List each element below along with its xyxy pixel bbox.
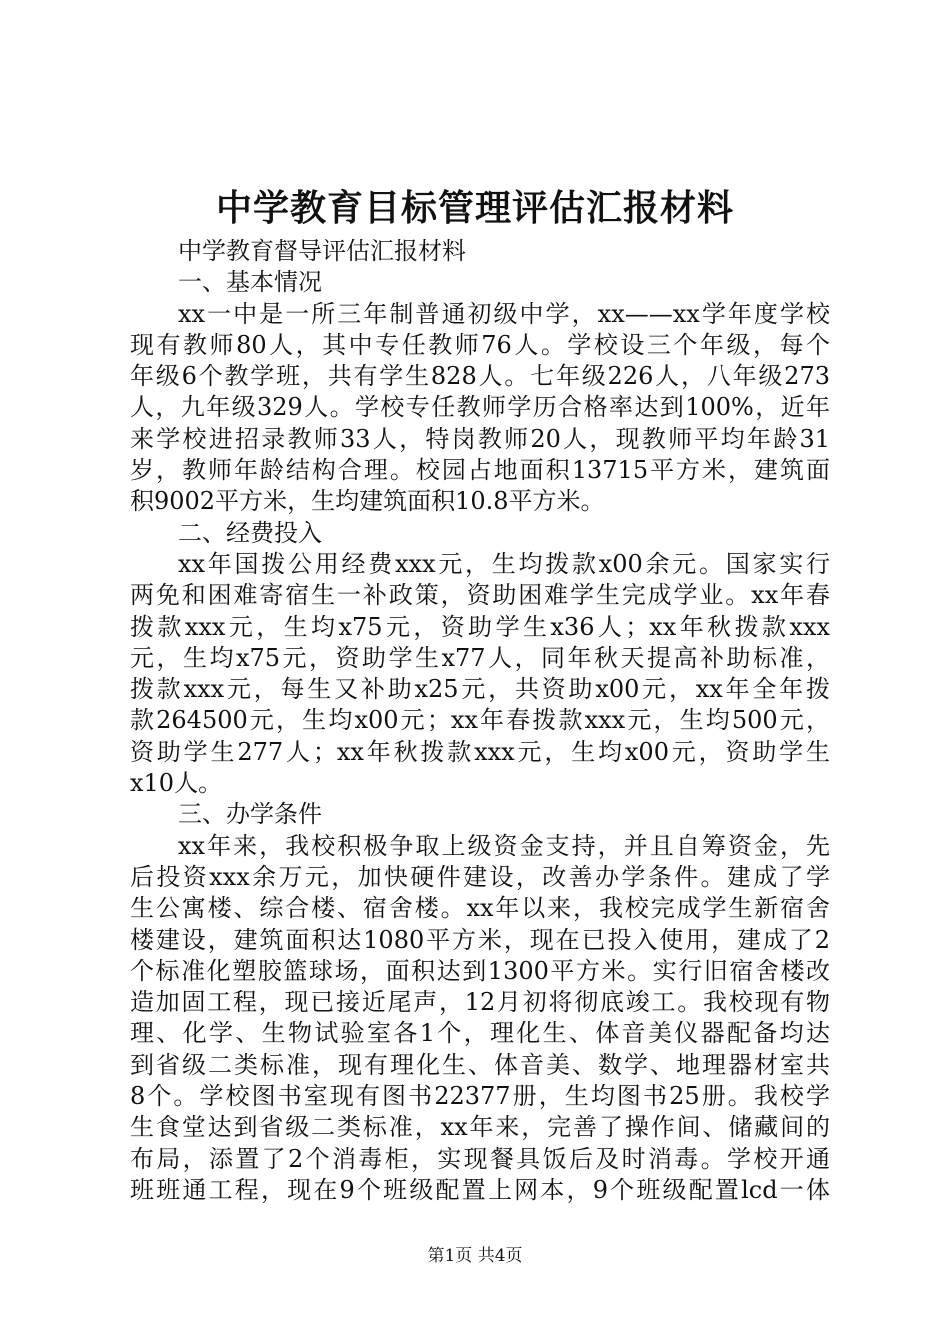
text-line: 生公寓楼、综合楼、宿舍楼。xx年以来，我校完成学生新宿舍 bbox=[130, 894, 830, 923]
document-title: 中学教育目标管理评估汇报材料 bbox=[215, 187, 734, 229]
text-line: 年级6个教学班，共有学生828人。七年级226人，八年级273 bbox=[130, 362, 830, 391]
text-line: 来学校进招录教师33人，特岗教师20人，现教师平均年龄31 bbox=[130, 424, 830, 453]
text-line: 生食堂达到省级二类标准，xx年来，完善了操作间、储藏间的 bbox=[130, 1113, 830, 1142]
text-line: 三、办学条件 bbox=[178, 800, 322, 829]
text-line: 人，九年级329人。学校专任教师学历合格率达到100%，近年 bbox=[130, 393, 830, 422]
text-line: 拨款xxx元，每生又补助x25元，共资助x00元，xx年全年拨 bbox=[130, 675, 830, 704]
text-line: 8个。学校图书室现有图书22377册，生均图书25册。我校学 bbox=[130, 1082, 830, 1111]
text-line: 到省级二类标准，现有理化生、体音美、数学、地理器材室共 bbox=[130, 1050, 830, 1079]
document-body bbox=[130, 236, 830, 1206]
text-line: 二、经费投入 bbox=[178, 518, 322, 547]
text-line: 积9002平方米，生均建筑面积10.8平方米。 bbox=[130, 487, 605, 516]
text-line: 款264500元，生均x00元；xx年春拨款xxx元，生均500元， bbox=[130, 706, 830, 735]
text-line: 一、基本情况 bbox=[178, 268, 322, 297]
text-line: x10人。 bbox=[130, 769, 223, 798]
text-line: 两免和困难寄宿生一补政策，资助困难学生完成学业。xx年春 bbox=[130, 581, 830, 610]
text-line: 理、化学、生物试验室各1个，理化生、体音美仪器配备均达 bbox=[130, 1019, 830, 1048]
text-line: xx年来，我校积极争取上级资金支持，并且自筹资金，先 bbox=[178, 831, 830, 860]
text-line: 楼建设，建筑面积达1080平方米，现在已投入使用，建成了2 bbox=[130, 925, 830, 954]
text-line: 班班通工程，现在9个班级配置上网本，9个班级配置lcd一体 bbox=[130, 1175, 830, 1204]
text-line: 造加固工程，现已接近尾声，12月初将彻底竣工。我校现有物 bbox=[130, 988, 830, 1017]
text-line: 现有教师80人，其中专任教师76人。学校设三个年级，每个 bbox=[130, 330, 830, 359]
text-line: 拨款xxx元，生均x75元，资助学生x36人；xx年秋拨款xxx bbox=[130, 612, 830, 641]
text-line: 布局，添置了2个消毒柜，实现餐具饭后及时消毒。学校开通 bbox=[130, 1144, 830, 1173]
page-footer: 第1页 共4页 bbox=[427, 1246, 523, 1266]
text-line: 后投资xxx余万元，加快硬件建设，改善办学条件。建成了学 bbox=[130, 862, 830, 891]
text-line: xx一中是一所三年制普通初级中学，xx——xx学年度学校 bbox=[178, 299, 830, 328]
text-line: 岁，教师年龄结构合理。校园占地面积13715平方米，建筑面 bbox=[130, 456, 830, 485]
text-line: 个标准化塑胶篮球场，面积达到1300平方米。实行旧宿舍楼改 bbox=[130, 956, 830, 985]
text-line: xx年国拨公用经费xxx元，生均拨款x00余元。国家实行 bbox=[178, 549, 830, 578]
text-line: 元，生均x75元，资助学生x77人，同年秋天提高补助标准， bbox=[130, 643, 830, 672]
text-line: 中学教育督导评估汇报材料 bbox=[178, 237, 466, 265]
text-line: 资助学生277人；xx年秋拨款xxx元，生均x00元，资助学生 bbox=[130, 737, 830, 766]
